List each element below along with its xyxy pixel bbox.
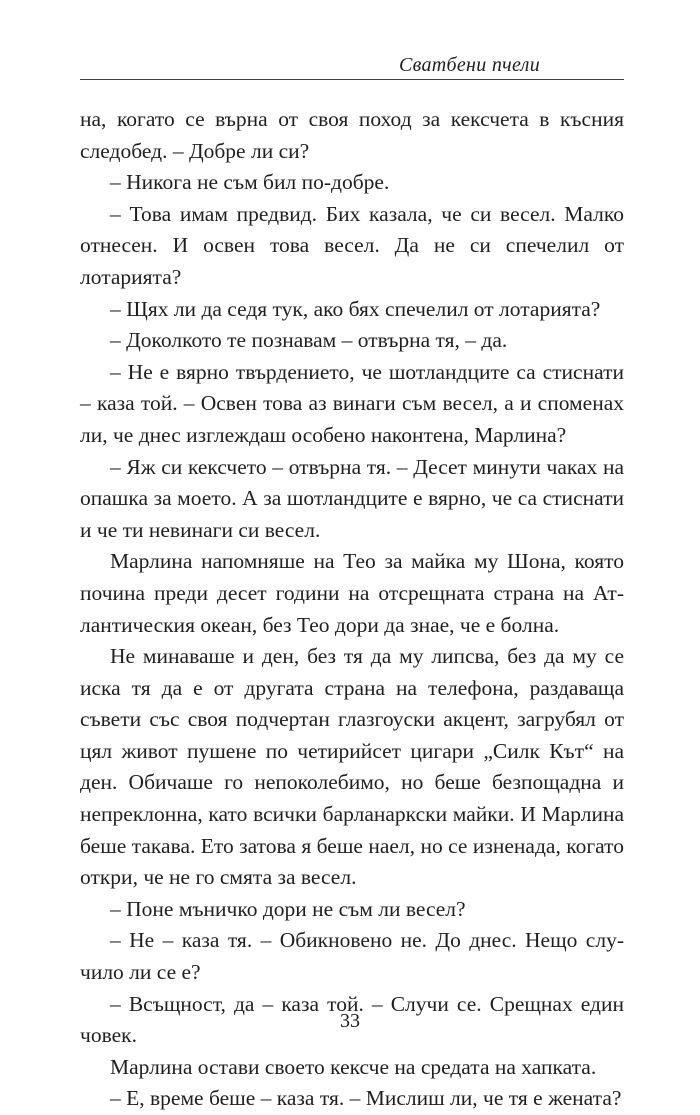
paragraph-narration: Марлина напомняше на Тео за майка му Шона, която почина преди десет години на отсрещната страна на Атлантическия океан, без Тео дори да знае, че е болна. bbox=[80, 549, 624, 637]
paragraph-dialogue: – Не – каза тя. – Обикновено не. До днес. Нещо случило ли се е? bbox=[80, 928, 624, 985]
paragraph-dialogue: – Е, време беше – каза тя. – Мислиш ли, че тя е жената? bbox=[110, 1086, 622, 1111]
body-text bbox=[80, 104, 624, 1115]
paragraph-narration: Не минаваше и ден, без тя да му липсва, без да му се иска тя да е от другата страна на телефона, раздаваща съвети със своя подчертан глазгоуски акцент, загрубял от цял живот пушене по четирийсет цигари „Силк Кът“ на ден. Обичаше го непоколебимо, но беше безпощадна и непреклонна, като всички барланаркски майки. И Марлина беше такава. Ето затова я беше наел, но се изненада, когато откри, че не го смята за весел. bbox=[80, 644, 624, 890]
paragraph-dialogue: – Поне мъничко дори не съм ли весел? bbox=[110, 896, 466, 921]
page-number: 33 bbox=[340, 1010, 360, 1032]
running-title: Сватбени пчели bbox=[398, 54, 540, 76]
running-head bbox=[80, 50, 624, 80]
paragraph-dialogue: – Никога не съм бил по-добре. bbox=[110, 170, 390, 195]
paragraph-continued: на, когато се върна от своя поход за кексчета в късния следобед. – Добре ли си? bbox=[80, 107, 624, 163]
paragraph-dialogue: – Щях ли да седя тук, ако бях спечелил от лотарията? bbox=[110, 296, 601, 321]
paragraph-dialogue: – Доколкото те познавам – отвърна тя, – да. bbox=[110, 328, 508, 353]
paragraph-dialogue: – Това имам предвид. Бих казала, че си весел. Малко отнесен. И освен това весел. Да не си спечелил от лотарията? bbox=[80, 201, 624, 289]
header-rule bbox=[80, 79, 624, 80]
paragraph-dialogue: – Всъщност, да – каза той. – Случи се. Срещнах един човек. bbox=[80, 991, 624, 1048]
paragraph-dialogue: – Яж си кексчето – отвърна тя. – Десет минути чаках на опашка за моето. А за шотландците е вярно, че са стиснати и че ти невинаги си весел. bbox=[80, 454, 624, 542]
paragraph-dialogue: – Не е вярно твърдението, че шотландците са стиснати – каза той. – Освен това аз винаги съм весел, а и споменах ли, че днес изглеждаш особено наконтена, Марлина? bbox=[80, 359, 624, 447]
paragraph-narration: Марлина остави своето кексче на средата на хапката. bbox=[110, 1054, 597, 1079]
